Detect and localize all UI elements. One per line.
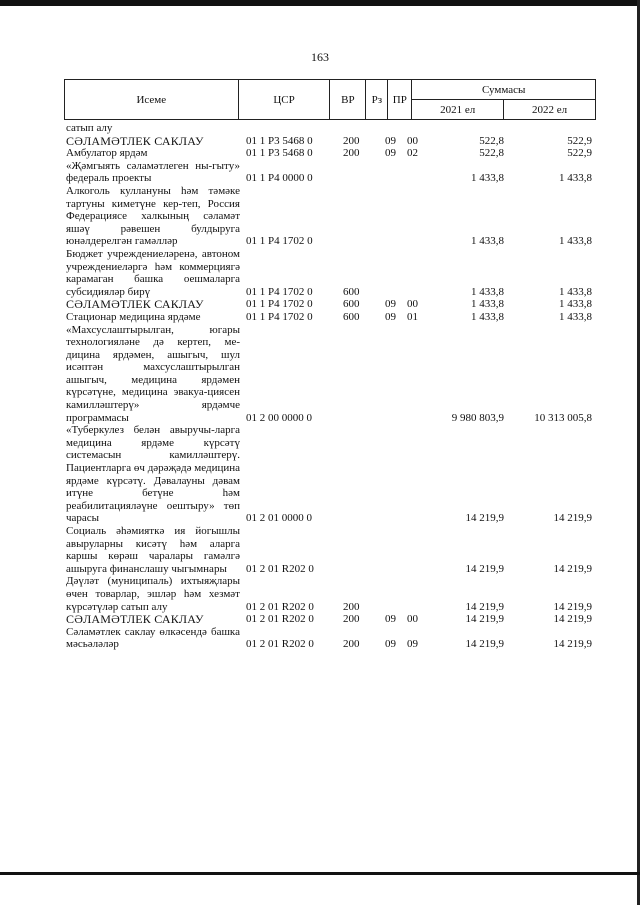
row-vr: 200 bbox=[343, 147, 360, 160]
row-sum-2021: 522,8 bbox=[479, 147, 504, 160]
row-pr: 00 bbox=[407, 134, 418, 147]
row-pr: 00 bbox=[407, 613, 418, 626]
row-sum-2021: 9 980 803,9 bbox=[451, 411, 504, 424]
row-sum-2022: 14 219,9 bbox=[553, 562, 592, 575]
row-rz: 09 bbox=[385, 298, 396, 311]
row-vr: 600 bbox=[343, 298, 360, 311]
row-csr: 01 2 00 0000 0 bbox=[246, 411, 312, 424]
row-sum-2022: 1 433,8 bbox=[559, 235, 592, 248]
row-sum-2021: 14 219,9 bbox=[465, 512, 504, 525]
row-pr: 09 bbox=[407, 638, 418, 651]
row-csr: 01 2 01 R202 0 bbox=[246, 638, 314, 651]
row-name: Дәүләт (муниципаль) ихтыяҗлары өчен товарлар, эшләр һәм хезмәт күрсәтүләр сатып алу bbox=[66, 575, 240, 613]
table-row bbox=[66, 122, 596, 135]
header-vr: ВР bbox=[330, 80, 366, 120]
row-sum-2021: 14 219,9 bbox=[465, 613, 504, 626]
table-row bbox=[66, 575, 596, 613]
row-vr: 200 bbox=[343, 638, 360, 651]
row-csr: 01 2 01 R202 0 bbox=[246, 613, 314, 626]
header-rz: Рз bbox=[366, 80, 388, 120]
row-csr: 01 2 01 R202 0 bbox=[246, 562, 314, 575]
row-sum-2021: 1 433,8 bbox=[471, 298, 504, 311]
row-csr: 01 1 P4 1702 0 bbox=[246, 285, 313, 298]
header-year-2022: 2022 ел bbox=[504, 100, 596, 120]
row-sum-2022: 522,9 bbox=[567, 134, 592, 147]
row-name: «Җәмгыять сәламәтлеген ны-гыту» федераль проекты bbox=[66, 159, 240, 185]
row-sum-2021: 14 219,9 bbox=[465, 562, 504, 575]
scan-top-border bbox=[0, 0, 640, 6]
row-name: СӘЛАМӘТЛЕК САКЛАУ bbox=[66, 133, 204, 148]
row-sum-2022: 10 313 005,8 bbox=[534, 411, 592, 424]
row-sum-2021: 1 433,8 bbox=[471, 310, 504, 323]
row-sum-2021: 14 219,9 bbox=[465, 638, 504, 651]
row-vr: 200 bbox=[343, 600, 360, 613]
row-csr: 01 1 P4 1702 0 bbox=[246, 235, 313, 248]
row-sum-2021: 522,8 bbox=[479, 134, 504, 147]
row-csr: 01 1 P3 5468 0 bbox=[246, 147, 313, 160]
row-name: Сәламәтлек саклау өлкәсендә башка мәсьәләләр bbox=[66, 625, 240, 651]
row-name: «Махсуслаштырылган, югары технологияләне дә кертеп, ме-дицина ярдәмен, ашыгыч, шул исәптән махсуслаштырылган ашыгыч, медицина ярдәмен күрсәтүне, медицина эвакуа-циясен камилләштерү» ярдәмче программасы bbox=[66, 323, 240, 424]
row-name: «Туберкулез белән авыручы-ларга медицина ярдәме күрсәтү системасын камилләштерү. Пациентларга өч дәрәҗәдә медицина ярдәме күрсәтү. Дәвалауны дәвам итүне бетүне һәм реабилитацияләүне оештыру» төп чарасы bbox=[66, 424, 240, 525]
row-pr: 01 bbox=[407, 310, 418, 323]
header-year-2021: 2021 ел bbox=[412, 100, 504, 120]
row-sum-2021: 1 433,8 bbox=[471, 172, 504, 185]
table-row bbox=[66, 424, 596, 525]
table-row bbox=[66, 525, 596, 575]
row-sum-2022: 1 433,8 bbox=[559, 285, 592, 298]
row-vr: 600 bbox=[343, 285, 360, 298]
row-vr: 200 bbox=[343, 134, 360, 147]
row-sum-2022: 522,9 bbox=[567, 147, 592, 160]
table-row bbox=[66, 248, 596, 298]
table-row bbox=[66, 135, 596, 148]
row-name: Социаль әһәмияткә ия йогышлы авыруларны кисәтү һәм аларга каршы көрәш чаралары гамәлгә ашыруга финанслашу чыгымнары bbox=[66, 525, 240, 575]
row-csr: 01 1 P4 1702 0 bbox=[246, 298, 313, 311]
table-header bbox=[64, 79, 596, 120]
row-rz: 09 bbox=[385, 613, 396, 626]
table-row bbox=[66, 160, 596, 185]
table-body bbox=[66, 122, 596, 651]
table-row bbox=[66, 311, 596, 324]
row-name: СӘЛАМӘТЛЕК САКЛАУ bbox=[66, 612, 204, 627]
row-sum-2021: 1 433,8 bbox=[471, 235, 504, 248]
table-row bbox=[66, 626, 596, 651]
row-name: сатып алу bbox=[66, 122, 113, 134]
row-sum-2022: 14 219,9 bbox=[553, 512, 592, 525]
row-csr: 01 1 P3 5468 0 bbox=[246, 134, 313, 147]
row-rz: 09 bbox=[385, 134, 396, 147]
row-name: СӘЛАМӘТЛЕК САКЛАУ bbox=[66, 297, 204, 312]
row-rz: 09 bbox=[385, 310, 396, 323]
row-sum-2022: 1 433,8 bbox=[559, 298, 592, 311]
row-pr: 00 bbox=[407, 298, 418, 311]
page-number: 163 bbox=[311, 50, 329, 64]
row-sum-2022: 14 219,9 bbox=[553, 613, 592, 626]
row-csr: 01 2 01 0000 0 bbox=[246, 512, 312, 525]
row-pr: 02 bbox=[407, 147, 418, 160]
row-sum-2022: 14 219,9 bbox=[553, 600, 592, 613]
header-pr: ПР bbox=[388, 80, 412, 120]
table-row bbox=[66, 613, 596, 626]
row-name: Стационар медицина ярдәме bbox=[66, 310, 201, 323]
row-rz: 09 bbox=[385, 638, 396, 651]
row-sum-2022: 1 433,8 bbox=[559, 310, 592, 323]
row-name: Амбулатор ярдәм bbox=[66, 147, 148, 160]
row-name: Алкоголь куллануны һәм тәмәке тартуны киметүне кер-теп, Россия Федерациясе халкының сәламәт яшәү рәвешен булдыруга юнәлдерелгән гамәлләр bbox=[66, 184, 240, 248]
row-csr: 01 1 P4 1702 0 bbox=[246, 310, 313, 323]
table-row bbox=[66, 185, 596, 248]
scan-bottom-border bbox=[0, 872, 640, 875]
table-row bbox=[66, 324, 596, 425]
header-sums: Суммасы bbox=[412, 80, 596, 100]
row-csr: 01 2 01 R202 0 bbox=[246, 600, 314, 613]
header-name: Исеме bbox=[65, 80, 239, 120]
row-sum-2022: 1 433,8 bbox=[559, 172, 592, 185]
table-row bbox=[66, 147, 596, 160]
row-sum-2021: 1 433,8 bbox=[471, 285, 504, 298]
row-vr: 200 bbox=[343, 613, 360, 626]
row-sum-2021: 14 219,9 bbox=[465, 600, 504, 613]
row-sum-2022: 14 219,9 bbox=[553, 638, 592, 651]
table-row bbox=[66, 298, 596, 311]
header-csr: ЦСР bbox=[238, 80, 330, 120]
row-rz: 09 bbox=[385, 147, 396, 160]
row-csr: 01 1 P4 0000 0 bbox=[246, 172, 313, 185]
row-name: Бюджет учреждениеләренә, автоном учреждениеләргә һәм коммерциягә карамаган башка оешмаларга субсидияләр бирү bbox=[66, 247, 240, 298]
row-vr: 600 bbox=[343, 310, 360, 323]
